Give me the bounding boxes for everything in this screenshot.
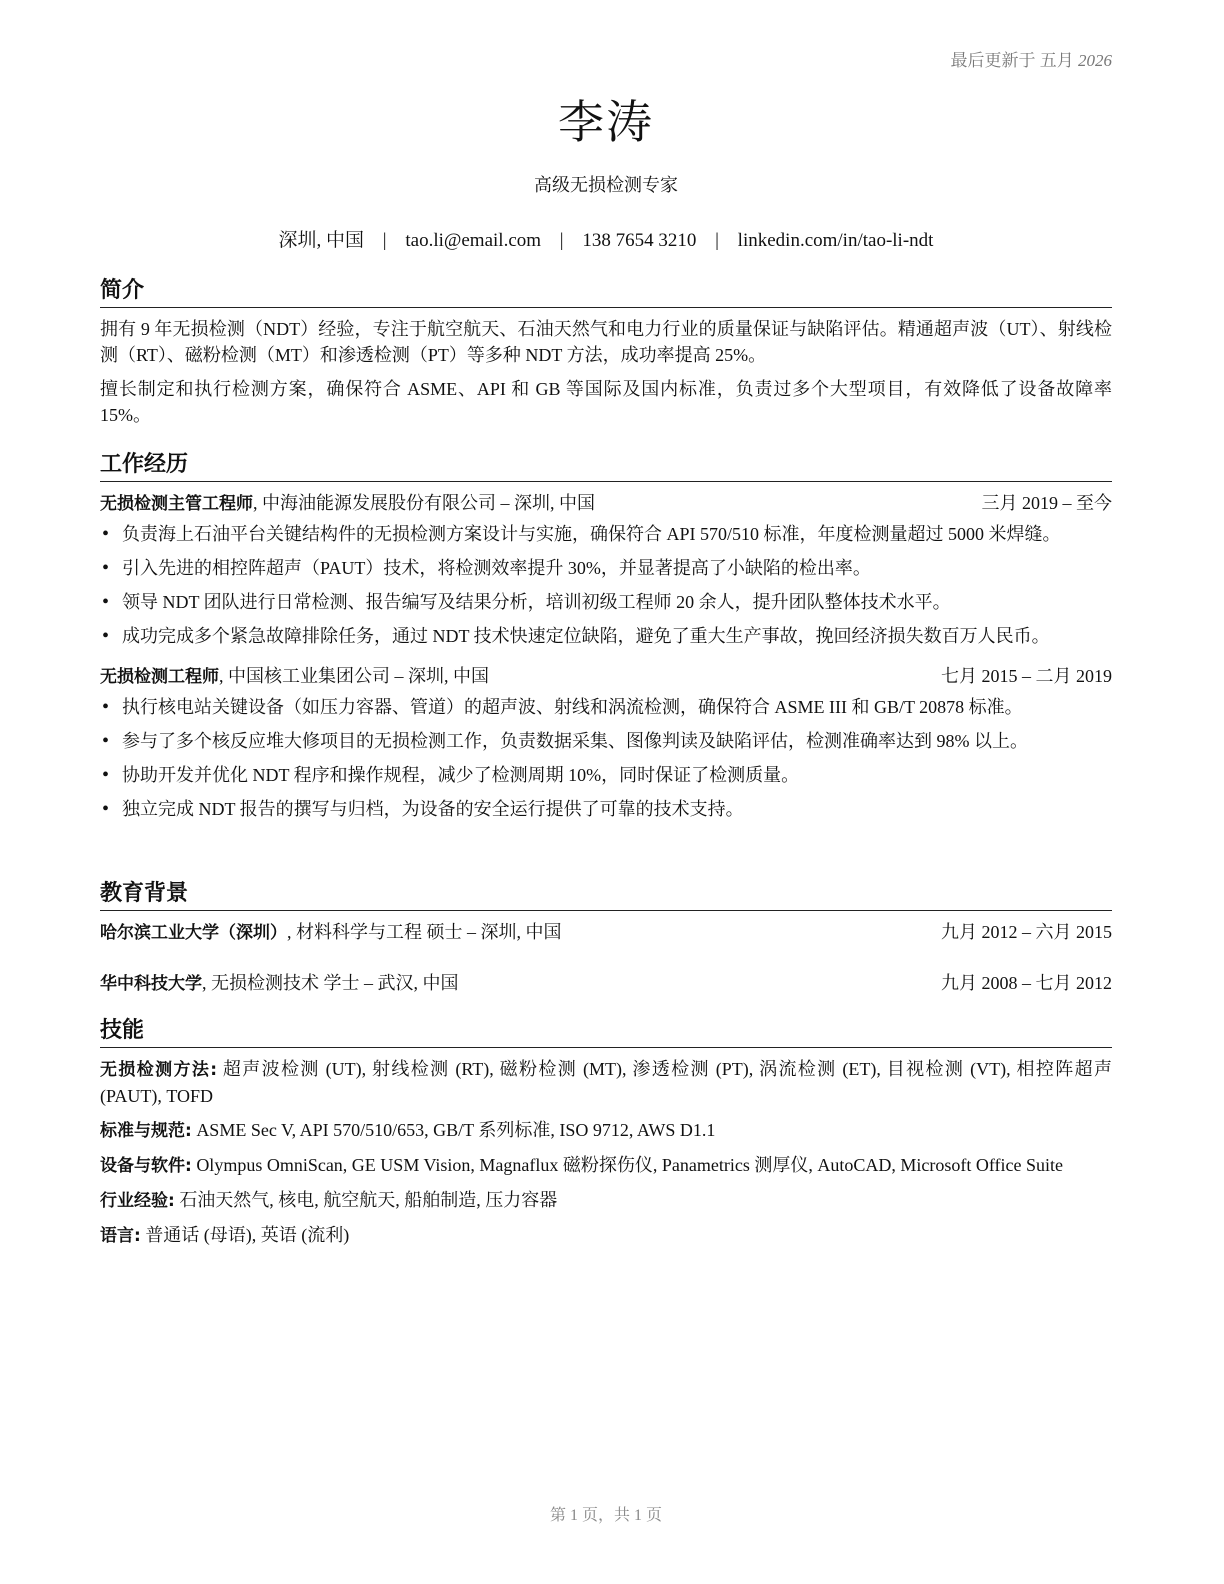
section-heading: 简介 xyxy=(100,277,1112,308)
skills-section xyxy=(100,1017,1112,1257)
resume-page xyxy=(100,0,1112,1584)
skill-value: ASME Sec V, API 570/510/653, GB/T 系列标准, ISO 9712, AWS D1.1 xyxy=(191,1120,716,1140)
skill-row xyxy=(100,1056,1112,1109)
job-header xyxy=(100,663,1112,690)
skill-label: 行业经验: xyxy=(100,1191,175,1211)
contact-linkedin[interactable]: linkedin.com/in/tao-li-ndt xyxy=(737,230,934,251)
contact-phone: 138 7654 3210 xyxy=(582,230,697,251)
bullet-item: • 参与了多个核反应堆大修项目的无损检测工作，负责数据采集、图像判读及缺陷评估，检测准确率达到 98% 以上。 xyxy=(100,728,1112,754)
job-role: 无损检测主管工程师 xyxy=(100,494,253,514)
job-org: , 中海油能源发展股份有限公司 – 深圳, 中国 xyxy=(253,493,595,513)
bullet-item: • 独立完成 NDT 报告的撰写与归档，为设备的安全运行提供了可靠的技术支持。 xyxy=(100,796,1112,822)
last-updated xyxy=(951,46,1113,71)
candidate-name: 李涛 xyxy=(558,95,654,149)
job-role: 无损检测工程师 xyxy=(100,667,219,687)
job-entry xyxy=(100,663,1112,822)
education-section xyxy=(100,880,1112,997)
skill-row xyxy=(100,1187,1112,1214)
skill-label: 设备与软件: xyxy=(100,1156,192,1176)
section-heading: 教育背景 xyxy=(100,880,1112,911)
page-number: 第 1 页，共 1 页 xyxy=(549,1507,662,1524)
education-entry xyxy=(100,919,1112,946)
skill-row xyxy=(100,1222,1112,1249)
school-name: 华中科技大学 xyxy=(100,974,202,994)
skill-value: 超声波检测 (UT), 射线检测 (RT), 磁粉检测 (MT), 渗透检测 (PT), 涡流检测 (ET), 目视检测 (VT), 相控阵超声 (PAUT), TOFD xyxy=(100,1059,1112,1106)
skill-row xyxy=(100,1117,1112,1144)
degree-detail: , 无损检测技术 学士 – 武汉, 中国 xyxy=(202,973,459,993)
summary-section xyxy=(100,277,1112,436)
skill-label: 标准与规范: xyxy=(100,1121,192,1141)
bullet-item: • 领导 NDT 团队进行日常检测、报告编写及结果分析，培训初级工程师 20 余人，提升团队整体技术水平。 xyxy=(100,589,1112,615)
candidate-title: 高级无损检测专家 xyxy=(534,175,678,195)
contact-location: 深圳, 中国 xyxy=(278,230,365,251)
section-heading: 工作经历 xyxy=(100,451,1112,482)
summary-paragraph: 拥有 9 年无损检测（NDT）经验，专注于航空航天、石油天然气和电力行业的质量保证与缺陷评估。精通超声波（UT）、射线检测（RT）、磁粉检测（MT）和渗透检测（PT）等多种 NDT 方法，成功率提高 25%。 xyxy=(100,319,1112,365)
education-entry xyxy=(100,970,1112,997)
job-header xyxy=(100,490,1112,517)
contact-separator: | xyxy=(559,230,564,251)
last-updated-label: 最后更新于 五月 xyxy=(950,51,1074,70)
section-heading: 技能 xyxy=(100,1017,1112,1048)
contact-separator: | xyxy=(382,230,387,251)
bullet-item: • 协助开发并优化 NDT 程序和操作规程，减少了检测周期 10%，同时保证了检测质量。 xyxy=(100,762,1112,788)
bullet-item: • 成功完成多个紧急故障排除任务，通过 NDT 技术快速定位缺陷，避免了重大生产事故，挽回经济损失数百万人民币。 xyxy=(100,623,1112,649)
job-dates: 七月 2015 – 二月 2019 xyxy=(941,666,1112,686)
degree-detail: , 材料科学与工程 硕士 – 深圳, 中国 xyxy=(287,922,562,942)
job-bullets xyxy=(100,521,1112,649)
bullet-item: • 负责海上石油平台关键结构件的无损检测方案设计与实施，确保符合 API 570/510 标准，年度检测量超过 5000 米焊缝。 xyxy=(100,521,1112,547)
skill-label: 语言: xyxy=(100,1226,141,1246)
skill-value: 石油天然气, 核电, 航空航天, 船舶制造, 压力容器 xyxy=(174,1190,558,1210)
education-dates: 九月 2008 – 七月 2012 xyxy=(941,973,1112,993)
job-bullets xyxy=(100,694,1112,822)
bullet-item: • 引入先进的相控阵超声（PAUT）技术，将检测效率提升 30%，并显著提高了小缺陷的检出率。 xyxy=(100,555,1112,581)
skill-label: 无损检测方法: xyxy=(100,1060,218,1080)
experience-section xyxy=(100,451,1112,830)
school-name: 哈尔滨工业大学（深圳） xyxy=(100,923,287,943)
contact-separator: | xyxy=(715,230,719,251)
job-dates: 三月 2019 – 至今 xyxy=(981,493,1112,513)
contact-email[interactable]: tao.li@email.com xyxy=(405,230,542,251)
skill-value: 普通话 (母语), 英语 (流利) xyxy=(140,1225,350,1245)
job-entry xyxy=(100,490,1112,649)
last-updated-year: 2026 xyxy=(1078,51,1112,70)
contact-line xyxy=(100,225,1112,252)
summary-paragraph: 擅长制定和执行检测方案，确保符合 ASME、API 和 GB 等国际及国内标准，负责过多个大型项目，有效降低了设备故障率 15%。 xyxy=(100,379,1112,425)
skill-value: Olympus OmniScan, GE USM Vision, Magnaflux 磁粉探伤仪, Panametrics 测厚仪, AutoCAD, Microsoft Office Suite xyxy=(191,1155,1064,1175)
job-org: , 中国核工业集团公司 – 深圳, 中国 xyxy=(219,666,489,686)
education-dates: 九月 2012 – 六月 2015 xyxy=(941,922,1112,942)
skill-row xyxy=(100,1152,1112,1179)
bullet-item: • 执行核电站关键设备（如压力容器、管道）的超声波、射线和涡流检测，确保符合 ASME III 和 GB/T 20878 标准。 xyxy=(100,694,1112,720)
